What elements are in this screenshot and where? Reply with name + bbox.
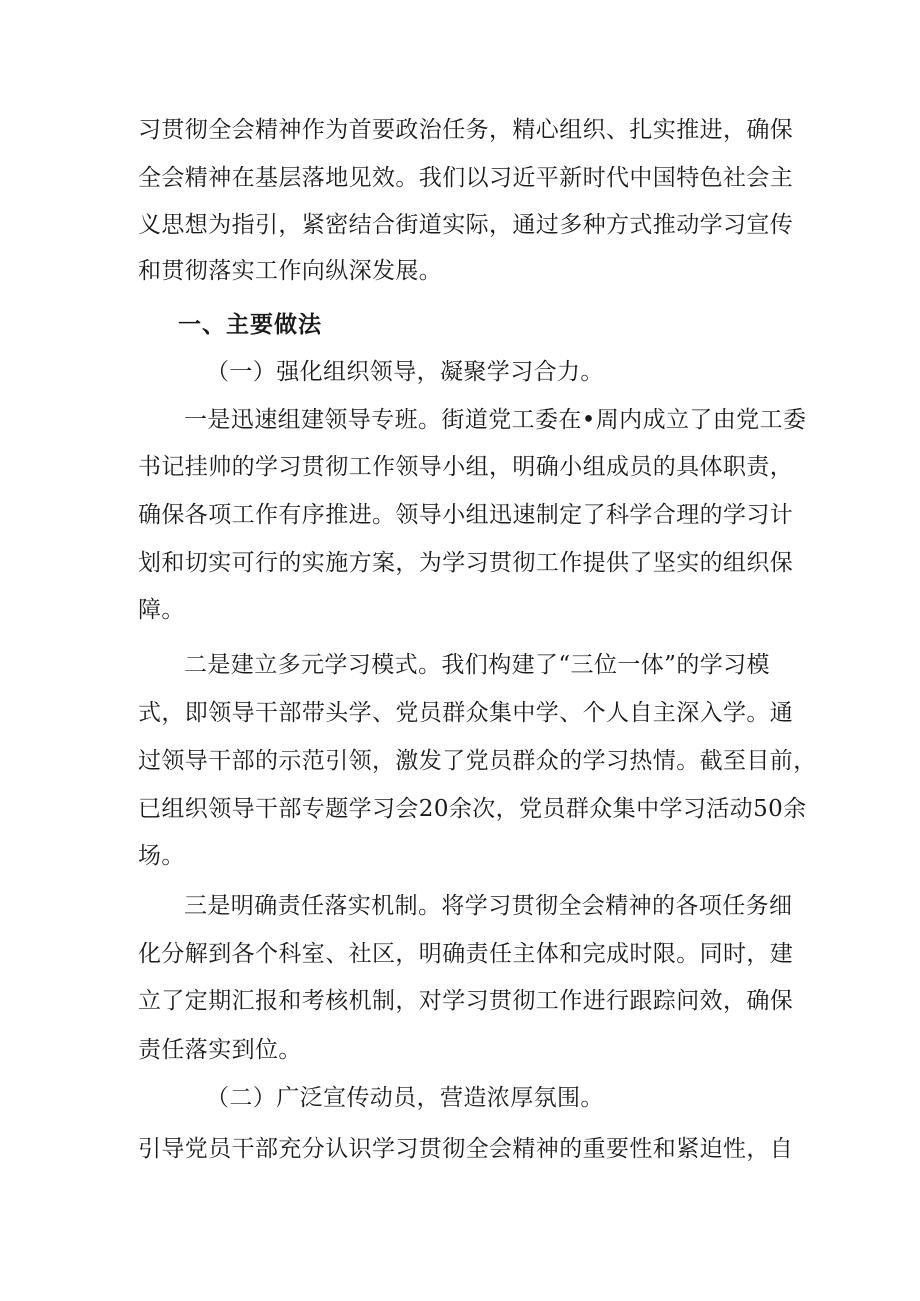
subsection-heading: （二）广泛宣传动员，营造浓厚氛围。: [206, 1085, 604, 1111]
body-text-line: 一是迅速组建领导专班。街道党工委在•周内成立了由党工委: [184, 407, 807, 433]
body-text-line: 全会精神在基层落地见效。我们以习近平新时代中国特色社会主: [138, 165, 794, 191]
body-text-line: 式，即领导干部带头学、党员群众集中学、个人自主深入学。通: [138, 700, 794, 726]
body-text-line: 和贯彻落实工作向纵深发展。: [138, 258, 443, 284]
body-text-line: 三是明确责任落实机制。将学习贯彻全会精神的各项任务细: [184, 893, 793, 919]
body-text-line: 书记挂帅的学习贯彻工作领导小组，明确小组成员的具体职责，: [138, 454, 794, 480]
subsection-heading: （一）强化组织领导，凝聚学习合力。: [206, 359, 604, 385]
body-text-line: 义思想为指引，紧密结合街道实际，通过多种方式推动学习宣传: [138, 212, 794, 238]
body-text-line: 责任落实到位。: [138, 1037, 302, 1063]
body-text-line: 化分解到各个科室、社区，明确责任主体和完成时限。同时，建: [138, 941, 794, 967]
body-text-line: 习贯彻全会精神作为首要政治任务，精心组织、扎实推进，确保: [138, 117, 794, 143]
body-text-line: 引导党员干部充分认识学习贯彻全会精神的重要性和紧迫性，自: [138, 1136, 794, 1162]
body-text-line: 障。: [138, 597, 185, 623]
body-text-line: 过领导干部的示范引领，激发了党员群众的学习热情。截至目前，: [138, 748, 817, 774]
body-text-line: 场。: [138, 843, 185, 869]
section-heading: 一、主要做法: [178, 312, 322, 338]
body-text-line: 立了定期汇报和考核机制，对学习贯彻工作进行跟踪问效，确保: [138, 988, 794, 1014]
body-text-line: 二是建立多元学习模式。我们构建了“三位一体”的学习模: [184, 652, 770, 678]
body-text-line: 确保各项工作有序推进。领导小组迅速制定了科学合理的学习计: [138, 502, 794, 528]
body-text-line: 划和切实可行的实施方案，为学习贯彻工作提供了坚实的组织保: [138, 550, 794, 576]
body-text-line: 已组织领导干部专题学习会20余次，党员群众集中学习活动50余: [138, 796, 807, 822]
